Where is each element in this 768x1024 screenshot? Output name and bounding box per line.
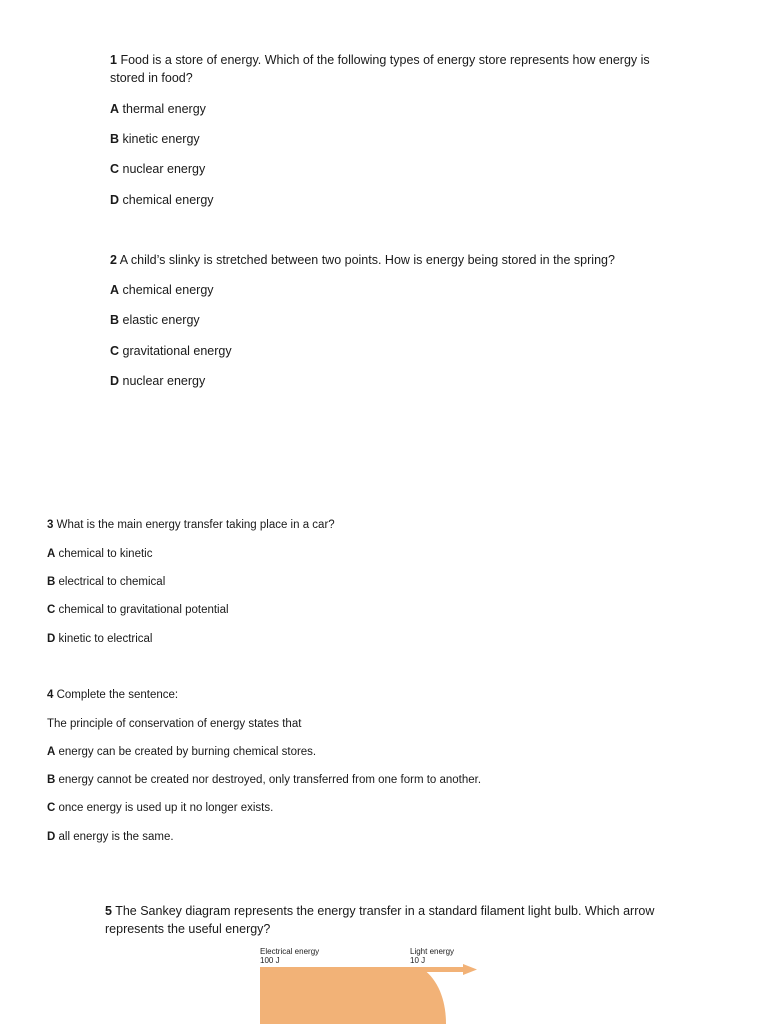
question-text: The Sankey diagram represents the energy transfer in a standard filament light bulb. Which arrow — [115, 904, 655, 918]
sankey-output-label: Light energy — [410, 947, 455, 956]
option-b: B electrical to chemical — [47, 576, 166, 588]
sankey-light-arrow-shaft — [260, 967, 465, 972]
option-c: C nuclear energy — [110, 162, 206, 176]
question-text: What is the main energy transfer taking place in a car? — [56, 519, 335, 531]
question-number: 3 — [47, 519, 54, 531]
sankey-output-value: 10 J — [410, 956, 426, 965]
sankey-input-band — [260, 967, 446, 1024]
sankey-input-value: 100 J — [260, 956, 280, 965]
option-b: B elastic energy — [110, 313, 200, 327]
question-text: Complete the sentence: — [56, 689, 179, 701]
option-d: D chemical energy — [110, 193, 214, 207]
question-5-text-cont: represents the useful energy? — [105, 922, 271, 936]
option-c: C chemical to gravitational potential — [47, 604, 229, 616]
question-number: 5 — [105, 904, 112, 918]
option-a: A thermal energy — [110, 102, 206, 116]
option-d: D nuclear energy — [110, 374, 206, 388]
option-a: A chemical energy — [110, 283, 214, 297]
question-text: Food is a store of energy. Which of the following types of energy store represents how energy is — [120, 53, 650, 67]
question-4-stem: The principle of conservation of energy states that — [47, 718, 302, 730]
option-a: A chemical to kinetic — [47, 548, 153, 560]
question-text: A child’s slinky is stretched between two points. How is energy being stored in the spring? — [119, 253, 615, 267]
sankey-light-arrowhead — [463, 964, 477, 975]
option-a: A energy can be created by burning chemical stores. — [47, 746, 317, 758]
question-number: 1 — [110, 53, 117, 67]
option-d: D kinetic to electrical — [47, 633, 153, 645]
question-number: 2 — [110, 253, 117, 267]
question-number: 4 — [47, 689, 54, 701]
option-c: C gravitational energy — [110, 344, 232, 358]
option-b: B kinetic energy — [110, 132, 200, 146]
sankey-input-label: Electrical energy — [260, 947, 320, 956]
option-b: B energy cannot be created nor destroyed, only transferred from one form to another. — [47, 774, 482, 786]
option-d: D all energy is the same. — [47, 831, 174, 843]
question-1-text-cont: stored in food? — [110, 71, 193, 85]
option-c: C once energy is used up it no longer exists. — [47, 802, 274, 814]
